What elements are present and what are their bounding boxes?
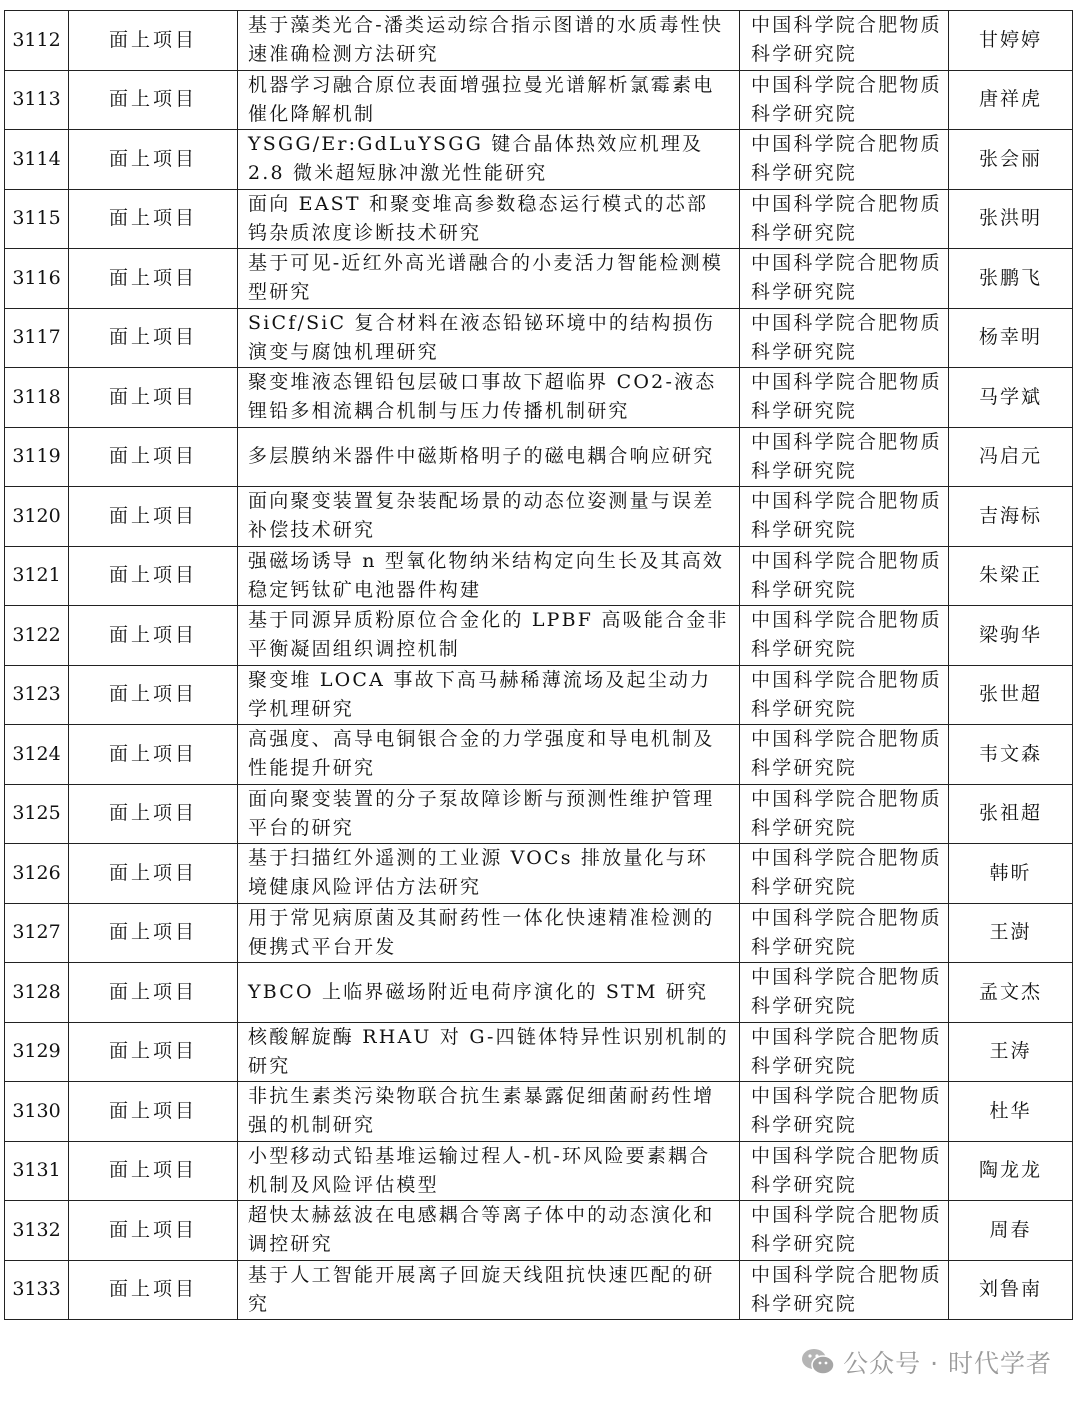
- project-category: 面上项目: [69, 70, 238, 130]
- project-title: 基于人工智能开展离子回旋天线阻抗快速匹配的研究: [238, 1260, 740, 1320]
- watermark: [801, 1344, 1052, 1380]
- project-number: 3120: [5, 487, 69, 547]
- project-title: YSGG/Er:GdLuYSGG 键合晶体热效应机理及 2.8 微米超短脉冲激光性能研究: [238, 130, 740, 190]
- table-row: [5, 725, 1073, 785]
- project-organization: 中国科学院合肥物质科学研究院: [740, 427, 949, 487]
- project-leader: 陶龙龙: [949, 1141, 1073, 1201]
- project-number: 3124: [5, 725, 69, 785]
- project-organization: 中国科学院合肥物质科学研究院: [740, 606, 949, 666]
- project-number: 3113: [5, 70, 69, 130]
- project-title: 基于藻类光合-潘类运动综合指示图谱的水质毒性快速准确检测方法研究: [238, 11, 740, 71]
- project-number: 3126: [5, 844, 69, 904]
- project-number: 3121: [5, 546, 69, 606]
- project-organization: 中国科学院合肥物质科学研究院: [740, 249, 949, 309]
- project-category: 面上项目: [69, 844, 238, 904]
- project-number: 3115: [5, 189, 69, 249]
- table-row: [5, 427, 1073, 487]
- project-title: 基于扫描红外遥测的工业源 VOCs 排放量化与环境健康风险评估方法研究: [238, 844, 740, 904]
- project-title: 聚变堆液态锂铅包层破口事故下超临界 CO2-液态锂铅多相流耦合机制与压力传播机制研究: [238, 368, 740, 428]
- project-title: 高强度、高导电铜银合金的力学强度和导电机制及性能提升研究: [238, 725, 740, 785]
- table-row: [5, 487, 1073, 547]
- project-category: 面上项目: [69, 963, 238, 1023]
- table-row: [5, 1141, 1073, 1201]
- project-number: 3127: [5, 903, 69, 963]
- project-leader: 朱梁正: [949, 546, 1073, 606]
- project-number: 3128: [5, 963, 69, 1023]
- project-organization: 中国科学院合肥物质科学研究院: [740, 368, 949, 428]
- project-number: 3117: [5, 308, 69, 368]
- project-organization: 中国科学院合肥物质科学研究院: [740, 903, 949, 963]
- table-row: [5, 368, 1073, 428]
- project-title: 机器学习融合原位表面增强拉曼光谱解析氯霉素电催化降解机制: [238, 70, 740, 130]
- project-organization: 中国科学院合肥物质科学研究院: [740, 963, 949, 1023]
- project-number: 3132: [5, 1201, 69, 1261]
- table-row: [5, 70, 1073, 130]
- project-leader: 韩昕: [949, 844, 1073, 904]
- project-title: 基于可见-近红外高光谱融合的小麦活力智能检测模型研究: [238, 249, 740, 309]
- project-number: 3133: [5, 1260, 69, 1320]
- project-organization: 中国科学院合肥物质科学研究院: [740, 784, 949, 844]
- table-row: [5, 189, 1073, 249]
- project-leader: 孟文杰: [949, 963, 1073, 1023]
- project-organization: 中国科学院合肥物质科学研究院: [740, 725, 949, 785]
- project-category: 面上项目: [69, 665, 238, 725]
- project-leader: 甘婷婷: [949, 11, 1073, 71]
- project-category: 面上项目: [69, 606, 238, 666]
- project-title: 非抗生素类污染物联合抗生素暴露促细菌耐药性增强的机制研究: [238, 1082, 740, 1142]
- project-leader: 王澍: [949, 903, 1073, 963]
- project-leader: 张世超: [949, 665, 1073, 725]
- project-category: 面上项目: [69, 487, 238, 547]
- project-organization: 中国科学院合肥物质科学研究院: [740, 70, 949, 130]
- table-row: [5, 665, 1073, 725]
- project-leader: 杜华: [949, 1082, 1073, 1142]
- project-number: 3131: [5, 1141, 69, 1201]
- table-row: [5, 903, 1073, 963]
- project-leader: 王涛: [949, 1022, 1073, 1082]
- table-row: [5, 1201, 1073, 1261]
- project-table-body: [5, 11, 1073, 1320]
- table-row: [5, 606, 1073, 666]
- project-title: SiCf/SiC 复合材料在液态铅铋环境中的结构损伤演变与腐蚀机理研究: [238, 308, 740, 368]
- project-organization: 中国科学院合肥物质科学研究院: [740, 1260, 949, 1320]
- project-organization: 中国科学院合肥物质科学研究院: [740, 1022, 949, 1082]
- project-leader: 唐祥虎: [949, 70, 1073, 130]
- project-number: 3125: [5, 784, 69, 844]
- project-title: 超快太赫兹波在电感耦合等离子体中的动态演化和调控研究: [238, 1201, 740, 1261]
- project-organization: 中国科学院合肥物质科学研究院: [740, 487, 949, 547]
- project-title: 面向聚变装置的分子泵故障诊断与预测性维护管理平台的研究: [238, 784, 740, 844]
- table-row: [5, 249, 1073, 309]
- project-title: 强磁场诱导 n 型氧化物纳米结构定向生长及其高效稳定钙钛矿电池器件构建: [238, 546, 740, 606]
- project-number: 3116: [5, 249, 69, 309]
- project-category: 面上项目: [69, 725, 238, 785]
- project-number: 3123: [5, 665, 69, 725]
- project-organization: 中国科学院合肥物质科学研究院: [740, 1082, 949, 1142]
- watermark-text: 公众号 · 时代学者: [843, 1349, 1052, 1378]
- project-leader: 吉海标: [949, 487, 1073, 547]
- project-table: [4, 10, 1073, 1320]
- project-category: 面上项目: [69, 1082, 238, 1142]
- project-title: 多层膜纳米器件中磁斯格明子的磁电耦合响应研究: [238, 427, 740, 487]
- project-number: 3129: [5, 1022, 69, 1082]
- project-organization: 中国科学院合肥物质科学研究院: [740, 189, 949, 249]
- project-title: 面向聚变装置复杂装配场景的动态位姿测量与误差补偿技术研究: [238, 487, 740, 547]
- project-number: 3122: [5, 606, 69, 666]
- project-category: 面上项目: [69, 11, 238, 71]
- table-row: [5, 130, 1073, 190]
- project-number: 3118: [5, 368, 69, 428]
- project-category: 面上项目: [69, 903, 238, 963]
- project-title: 基于同源异质粉原位合金化的 LPBF 高吸能合金非平衡凝固组织调控机制: [238, 606, 740, 666]
- project-title: 用于常见病原菌及其耐药性一体化快速精准检测的便携式平台开发: [238, 903, 740, 963]
- table-row: [5, 308, 1073, 368]
- project-organization: 中国科学院合肥物质科学研究院: [740, 130, 949, 190]
- project-category: 面上项目: [69, 1022, 238, 1082]
- project-leader: 张会丽: [949, 130, 1073, 190]
- project-category: 面上项目: [69, 546, 238, 606]
- table-row: [5, 1082, 1073, 1142]
- project-leader: 冯启元: [949, 427, 1073, 487]
- table-row: [5, 1022, 1073, 1082]
- table-row: [5, 963, 1073, 1023]
- project-organization: 中国科学院合肥物质科学研究院: [740, 308, 949, 368]
- project-organization: 中国科学院合肥物质科学研究院: [740, 665, 949, 725]
- project-category: 面上项目: [69, 130, 238, 190]
- table-row: [5, 546, 1073, 606]
- project-title: 小型移动式铅基堆运输过程人-机-环风险要素耦合机制及风险评估模型: [238, 1141, 740, 1201]
- project-category: 面上项目: [69, 427, 238, 487]
- project-category: 面上项目: [69, 1201, 238, 1261]
- project-category: 面上项目: [69, 308, 238, 368]
- project-leader: 张祖超: [949, 784, 1073, 844]
- project-category: 面上项目: [69, 1260, 238, 1320]
- project-organization: 中国科学院合肥物质科学研究院: [740, 844, 949, 904]
- project-category: 面上项目: [69, 249, 238, 309]
- table-row: [5, 1260, 1073, 1320]
- project-organization: 中国科学院合肥物质科学研究院: [740, 1201, 949, 1261]
- project-leader: 梁驹华: [949, 606, 1073, 666]
- project-leader: 刘鲁南: [949, 1260, 1073, 1320]
- project-leader: 杨幸明: [949, 308, 1073, 368]
- project-number: 3130: [5, 1082, 69, 1142]
- project-category: 面上项目: [69, 1141, 238, 1201]
- project-leader: 张洪明: [949, 189, 1073, 249]
- project-number: 3119: [5, 427, 69, 487]
- project-category: 面上项目: [69, 189, 238, 249]
- project-number: 3114: [5, 130, 69, 190]
- project-category: 面上项目: [69, 368, 238, 428]
- table-row: [5, 844, 1073, 904]
- table-row: [5, 784, 1073, 844]
- project-organization: 中国科学院合肥物质科学研究院: [740, 11, 949, 71]
- project-organization: 中国科学院合肥物质科学研究院: [740, 1141, 949, 1201]
- project-organization: 中国科学院合肥物质科学研究院: [740, 546, 949, 606]
- project-leader: 张鹏飞: [949, 249, 1073, 309]
- project-title: 核酸解旋酶 RHAU 对 G-四链体特异性识别机制的研究: [238, 1022, 740, 1082]
- project-category: 面上项目: [69, 784, 238, 844]
- wechat-icon: [801, 1347, 835, 1377]
- project-number: 3112: [5, 11, 69, 71]
- project-leader: 韦文森: [949, 725, 1073, 785]
- project-title: 面向 EAST 和聚变堆高参数稳态运行模式的芯部钨杂质浓度诊断技术研究: [238, 189, 740, 249]
- project-leader: 周春: [949, 1201, 1073, 1261]
- project-title: YBCO 上临界磁场附近电荷序演化的 STM 研究: [238, 963, 740, 1023]
- project-title: 聚变堆 LOCA 事故下高马赫稀薄流场及起尘动力学机理研究: [238, 665, 740, 725]
- project-leader: 马学斌: [949, 368, 1073, 428]
- table-row: [5, 11, 1073, 71]
